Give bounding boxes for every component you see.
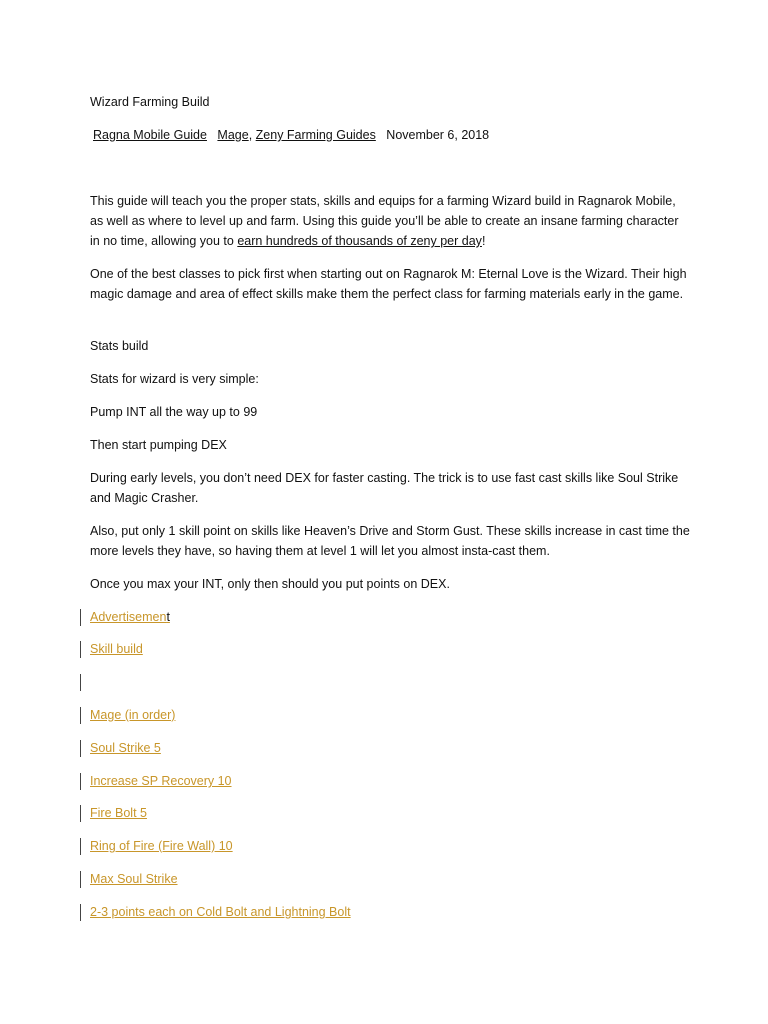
skill-build-link[interactable]: Skill build — [90, 642, 143, 656]
max-int-paragraph: Once you max your INT, only then should you put points on DEX. — [90, 577, 450, 591]
change-bar — [80, 871, 81, 888]
early-levels-paragraph: During early levels, you don’t need DEX for faster casting. The trick is to use fast cast skills like Soul Strike and Magic Crasher. — [90, 471, 679, 505]
category-link-ragna-mobile-guide[interactable]: Ragna Mobile Guide — [93, 128, 207, 142]
category-link-mage[interactable]: Mage — [217, 128, 249, 142]
advertisement-tail: t — [166, 610, 170, 624]
class-paragraph: One of the best classes to pick first when starting out on Ragnarok M: Eternal Love is the Wizard. Their high magic damage and area of effect skills make them the perfect class for farming materials early in the game. — [90, 267, 687, 301]
stats-line-3: Then start pumping DEX — [90, 438, 227, 452]
cold-lightning-bolt-link[interactable]: 2-3 points each on Cold Bolt and Lightning Bolt — [90, 905, 351, 919]
stats-line-1: Stats for wizard is very simple: — [90, 372, 259, 386]
mage-in-order-link[interactable]: Mage (in order) — [90, 708, 176, 722]
change-bar — [80, 674, 81, 691]
zeny-per-day-link[interactable]: earn hundreds of thousands of zeny per day — [237, 234, 482, 248]
stats-line-2: Pump INT all the way up to 99 — [90, 405, 258, 419]
change-bar — [80, 707, 81, 724]
skill-point-paragraph: Also, put only 1 skill point on skills like Heaven’s Drive and Storm Gust. These skills increase in cast time the more levels they have, so having them at level 1 will let you almost insta-cast them. — [90, 524, 690, 558]
intro-text: This guide will teach you the proper stats, skills and equips for a farming Wizard build in Ragnarok Mobile, as well as where to level up and farm. Using this guide you’ll be able to create an insane farming character in no time, allowing you to — [90, 194, 679, 248]
max-soul-strike-link[interactable]: Max Soul Strike — [90, 872, 178, 886]
fire-bolt-link[interactable]: Fire Bolt 5 — [90, 806, 147, 820]
change-bar — [80, 773, 81, 790]
post-date: November 6, 2018 — [386, 128, 490, 142]
intro-text-end: ! — [481, 234, 486, 248]
change-bar — [80, 904, 81, 921]
intro-paragraph — [90, 191, 690, 251]
soul-strike-link[interactable]: Soul Strike 5 — [90, 741, 161, 755]
ring-of-fire-link[interactable]: Ring of Fire (Fire Wall) 10 — [90, 839, 233, 853]
page-title: Wizard Farming Build — [90, 95, 210, 109]
change-bar — [80, 740, 81, 757]
post-meta — [93, 125, 489, 145]
change-bar — [80, 609, 81, 626]
category-link-zeny-farming-guides[interactable]: Zeny Farming Guides — [255, 128, 376, 142]
change-bar — [80, 838, 81, 855]
change-bar — [80, 641, 81, 658]
advertisement-link[interactable]: Advertisemen — [90, 610, 167, 624]
change-bar — [80, 805, 81, 822]
meta-separator: , — [248, 128, 256, 142]
stats-heading: Stats build — [90, 339, 149, 353]
increase-sp-recovery-link[interactable]: Increase SP Recovery 10 — [90, 774, 232, 788]
